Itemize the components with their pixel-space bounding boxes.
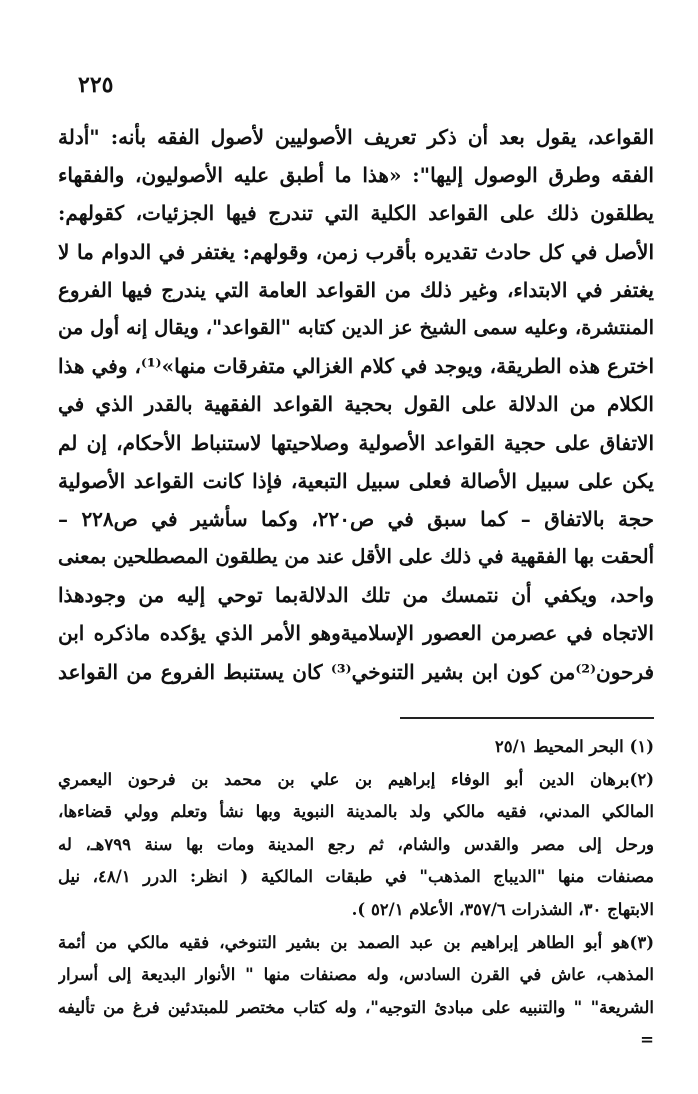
- footnotes: [58, 731, 654, 1057]
- body-line: الفقه وطرق الوصول إليها": «هذا ما أطبق عليه الأصوليون، والفقهاء: [58, 163, 654, 188]
- body-line: القواعد، يقول بعد أن ذكر تعريف الأصوليين لأصول الفقه بأنه: "أدلة: [58, 125, 654, 149]
- body-line: الاتجاه في عصرمن العصور الإسلاميةوهو الأمر الذي يؤكده ماذكره ابن: [58, 621, 654, 646]
- body-line: يغتفر في الابتداء، وغير ذلك من القواعد العامة التي يندرج فيها الفروع: [58, 277, 654, 302]
- footnote-line: (٣)هو أبو الطاهر إبراهيم بن عبد الصمد بن بشير التنوخي، فقيه مالكي من أئمة: [58, 932, 654, 952]
- body-line: ألحقت بها الفقهية في ذلك على الأقل عند من يطلقون المصطلحين بمعنى: [58, 545, 654, 569]
- body-line: واحد، ويكفي أن نتمسك من تلك الدلالةبما توحي إليه من وجودهذا: [58, 583, 654, 608]
- body-line: يطلقون ذلك على القواعد الكلية التي تندرج فيها الجزئيات، كقولهم:: [58, 201, 654, 226]
- body-line: الأصل في كل حادث تقديره بأقرب زمن، وقولهم: يغتفر في الدوام ما لا: [58, 239, 654, 264]
- footnote-line: ورحل إلى مصر والقدس والشام، ثم رجع المدينة ومات بها سنة ٧٩٩هـ، له: [58, 834, 654, 854]
- body-line: المنتشرة، وعليه سمى الشيخ عز الدين كتابه "القواعد"، ويقال إنه أول من: [58, 315, 654, 339]
- footnote-line: (١) البحر المحيط ٢٥/١: [494, 737, 654, 756]
- body-line: الكلام من الدلالة على القول بحجية القواعد الفقهية بالقدر الذي في: [58, 392, 654, 417]
- footnote-divider: [400, 717, 654, 719]
- body-line: اخترع هذه الطريقة، ويوجد في كلام الغزالي متفرقات منها»⁽¹⁾، وفي هذا: [58, 354, 654, 379]
- footnote-line: المالكي المدني، فقيه مالكي ولد بالمدينة النبوية وبها نشأ وتعلم وولي قضاءها،: [58, 802, 654, 822]
- body-line: يكن على سبيل الأصالة فعلى سبيل التبعية، فإذا كانت القواعد الأصولية: [58, 468, 654, 493]
- footnote-line: الابتهاج ٣٠، الشذرات ٣٥٧/٦، الأعلام ٥٢/١ ).: [351, 899, 654, 919]
- footnote-line: مصنفات منها "الديباج المذهب" في طبقات المالكية ( انظر: الدرر ٤٨/١، نيل: [58, 867, 654, 887]
- body-line: فرحون⁽²⁾من كون ابن بشير التنوخي⁽³⁾ كان يستنبط الفروع من القواعد: [58, 659, 654, 684]
- body-line: حجة بالاتفاق – كما سبق في ص٢٢٠، وكما سأشير في ص٢٢٨ –: [58, 506, 654, 531]
- footnote-continuation-mark: =: [640, 1030, 654, 1050]
- page-number: ٢٢٥: [78, 72, 114, 98]
- footnote-line: المذهب، عاش في القرن السادس، وله مصنفات منها " الأنوار البديعة إلى أسرار: [58, 965, 654, 985]
- footnote-line: الشريعة" " والتنبيه على مبادئ التوجيه"، وله كتاب مختصر للمبتدئين فرغ من تأليفه: [58, 997, 654, 1017]
- body-line: الاتفاق على حجية القواعد الأصولية وصلاحيتها لاستنباط الأحكام، إن لم: [58, 430, 654, 455]
- footnote-line: (٢)برهان الدين أبو الوفاء إبراهيم بن علي بن محمد بن فرحون اليعمري: [58, 769, 654, 789]
- body-text: [58, 118, 654, 691]
